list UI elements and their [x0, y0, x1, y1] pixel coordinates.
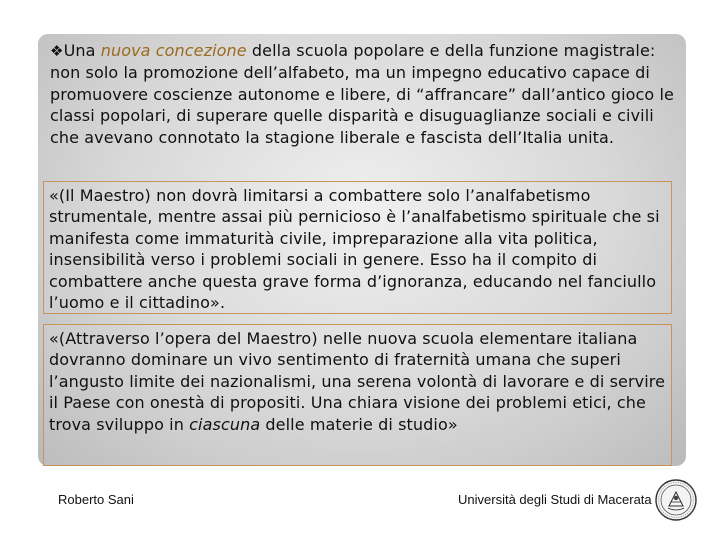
footer-institution: Università degli Studi di Macerata	[458, 492, 652, 507]
quote-text-2	[49, 328, 667, 435]
quote2-text-end: delle materie di studio»	[260, 414, 458, 434]
intro-lead-word: Una	[63, 41, 101, 60]
quote-box-scuola-elementare	[43, 324, 672, 466]
intro-text: della scuola popolare e della funzione magistrale: non solo la promozione dell’alfabeto, ma un impegno educativo capace di promuovere coscienze autonome e libere, di “affrancare” dall’antico gioco le classi popolari, di superare quelle disparità e disuguaglianze sociali e civili che avevano connotato la stagione liberale e fascista dell’Italia unita.	[50, 41, 674, 147]
diamond-bullet-icon: ❖	[50, 42, 64, 60]
quote2-italic-word: ciascuna	[189, 414, 261, 434]
quote2-text-start: «(Attraverso l’opera del Maestro) nelle nuova scuola elementare italiana dovranno dominare un vivo sentimento di fraternità umana che superi l’angusto limite dei nazionalismi, una serena volontà di lavorare e di servire il Paese con onestà di propositi. Una chiara visione dei problemi etici, che trova sviluppo in	[49, 329, 666, 434]
university-seal-icon	[654, 478, 698, 522]
quote-box-maestro-analfabetismo	[43, 181, 672, 314]
intro-paragraph	[50, 40, 678, 148]
quote-text: «(Il Maestro) non dovrà limitarsi a combattere solo l’analfabetismo strumentale, mentre assai più pernicioso è l’analfabetismo spirituale che si manifesta come immaturità civile, impreparazione alla vita politica, insensibilità verso i problemi sociali in genere. Esso ha il compito di combattere anche questa grave forma d’ignoranza, educando nel fanciullo l’uomo e il cittadino».	[49, 186, 660, 313]
footer-author: Roberto Sani	[58, 492, 134, 507]
intro-highlight: nuova concezione	[100, 41, 247, 60]
